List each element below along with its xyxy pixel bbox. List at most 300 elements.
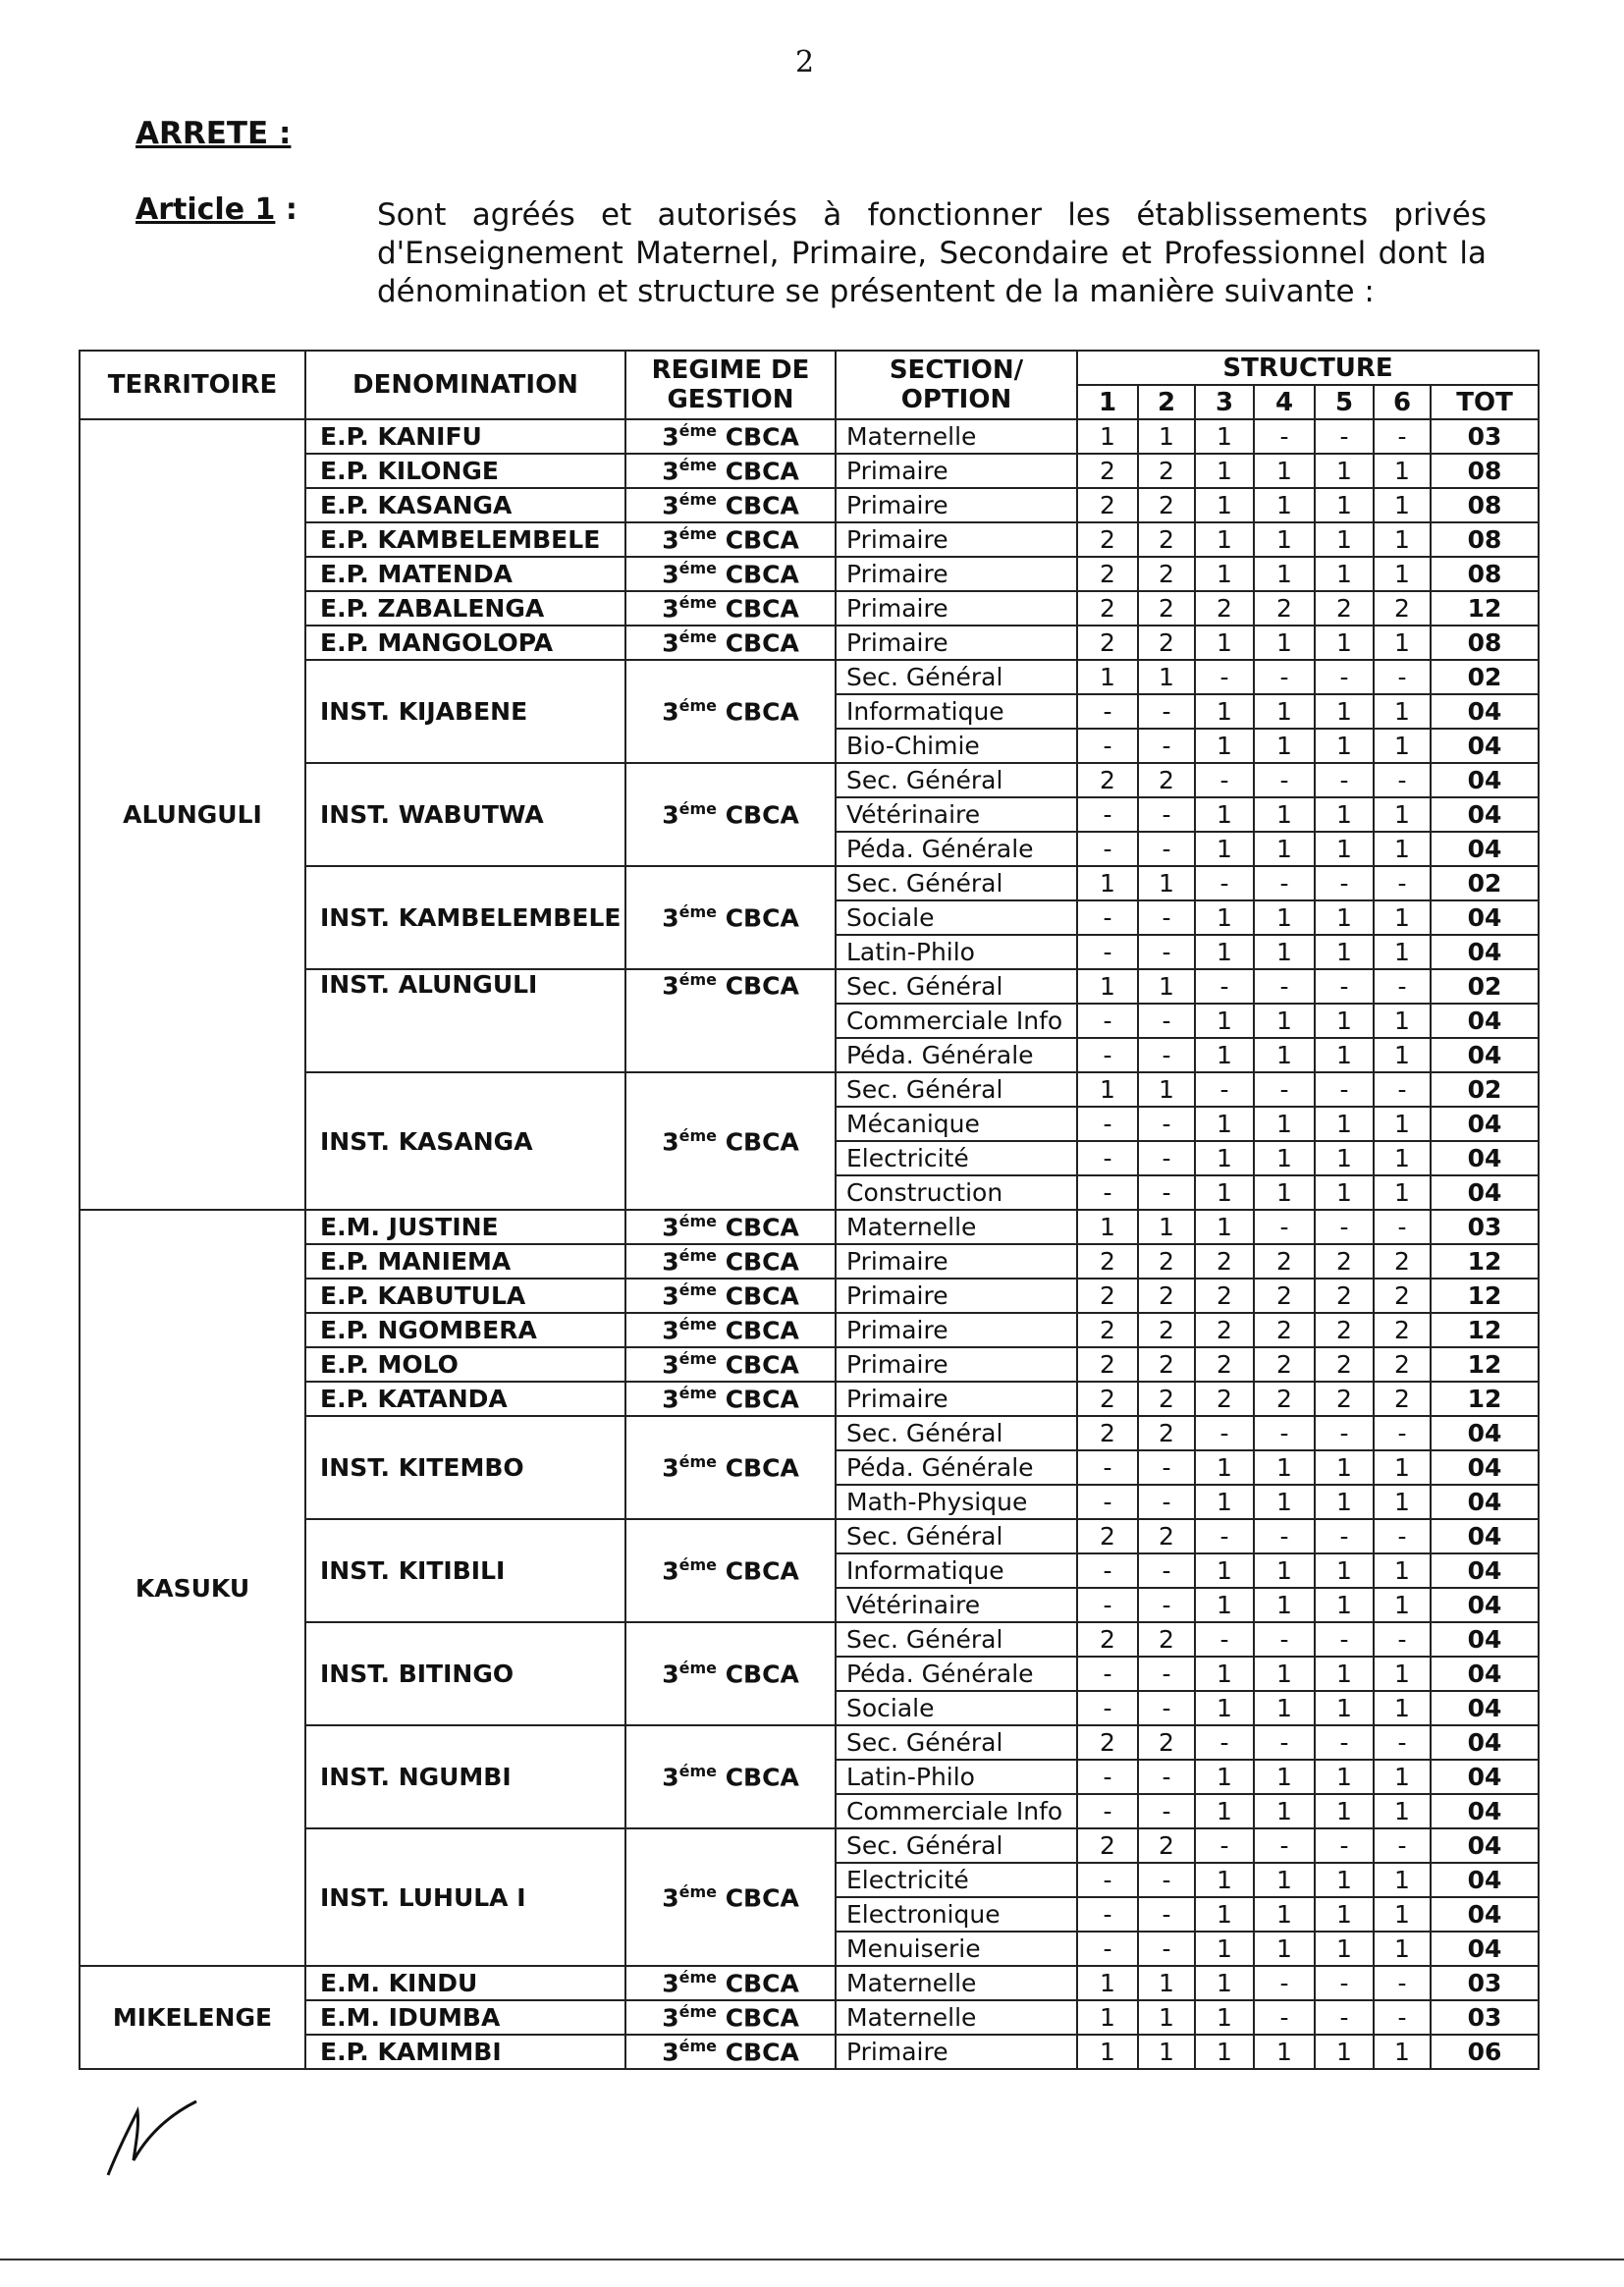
structure-cell: - — [1077, 694, 1138, 729]
regime-superscript: éme — [678, 524, 717, 544]
regime-superscript: éme — [678, 799, 717, 819]
total-cell: 08 — [1431, 454, 1539, 488]
section-cell: Sociale — [836, 900, 1077, 935]
structure-cell: 1 — [1374, 1588, 1431, 1622]
total-cell: 04 — [1431, 1141, 1539, 1175]
total-cell: 04 — [1431, 763, 1539, 797]
section-cell: Sec. Général — [836, 1622, 1077, 1657]
denomination-cell: INST. WABUTWA — [305, 763, 625, 866]
structure-cell: 2 — [1077, 522, 1138, 557]
total-cell: 12 — [1431, 1244, 1539, 1279]
header-regime: REGIME DE GESTION — [625, 351, 836, 419]
regime-cell: $3^{éme}$ CBCA — [625, 1244, 836, 1279]
structure-cell: 1 — [1077, 969, 1138, 1004]
regime-cell: $3^{éme}$ CBCA — [625, 1382, 836, 1416]
structure-cell: 1 — [1195, 729, 1254, 763]
structure-cell: 1 — [1138, 2035, 1195, 2069]
structure-cell: - — [1195, 866, 1254, 900]
denomination-cell: E.P. ZABALENGA — [305, 591, 625, 626]
structure-cell: 1 — [1254, 729, 1315, 763]
structure-cell: 1 — [1254, 832, 1315, 866]
structure-cell: 1 — [1374, 935, 1431, 969]
structure-cell: - — [1138, 935, 1195, 969]
structure-cell: 1 — [1374, 694, 1431, 729]
structure-cell: 1 — [1195, 454, 1254, 488]
structure-cell: - — [1138, 729, 1195, 763]
structure-cell: 2 — [1077, 1279, 1138, 1313]
structure-cell: 1 — [1315, 694, 1374, 729]
regime-superscript: éme — [678, 1555, 717, 1575]
structure-cell: 1 — [1315, 488, 1374, 522]
section-cell: Primaire — [836, 626, 1077, 660]
structure-cell: - — [1138, 1038, 1195, 1072]
regime-superscript: éme — [678, 902, 717, 922]
regime-superscript: éme — [678, 1349, 717, 1369]
section-cell: Sec. Général — [836, 1519, 1077, 1553]
structure-cell: - — [1077, 832, 1138, 866]
section-cell: Mécanique — [836, 1107, 1077, 1141]
structure-cell: 1 — [1374, 1450, 1431, 1485]
structure-cell: 2 — [1138, 454, 1195, 488]
structure-cell: - — [1138, 1932, 1195, 1966]
structure-cell: - — [1195, 1622, 1254, 1657]
structure-cell: 2 — [1077, 1244, 1138, 1279]
structure-cell: 1 — [1254, 488, 1315, 522]
structure-cell: 1 — [1195, 694, 1254, 729]
structure-cell: 1 — [1254, 1175, 1315, 1210]
section-cell: Menuiserie — [836, 1932, 1077, 1966]
structure-cell: - — [1254, 2000, 1315, 2035]
structure-cell: 1 — [1374, 1141, 1431, 1175]
denomination-cell: E.M. JUSTINE — [305, 1210, 625, 1244]
structure-cell: 1 — [1254, 1450, 1315, 1485]
section-cell: Sec. Général — [836, 660, 1077, 694]
structure-cell: 1 — [1374, 1553, 1431, 1588]
regime-superscript: éme — [678, 593, 717, 613]
structure-cell: 1 — [1195, 1932, 1254, 1966]
structure-cell: 2 — [1374, 1279, 1431, 1313]
structure-cell: 1 — [1374, 454, 1431, 488]
structure-cell: 2 — [1374, 1347, 1431, 1382]
regime-cell: $3^{éme}$ CBCA — [625, 1828, 836, 1966]
total-cell: 04 — [1431, 1657, 1539, 1691]
structure-cell: 1 — [1254, 900, 1315, 935]
denomination-cell: E.M. IDUMBA — [305, 2000, 625, 2035]
total-cell: 04 — [1431, 900, 1539, 935]
structure-cell: 2 — [1077, 763, 1138, 797]
structure-cell: - — [1315, 1416, 1374, 1450]
structure-cell: - — [1315, 1725, 1374, 1760]
structure-cell: 2 — [1077, 454, 1138, 488]
structure-cell: - — [1138, 1657, 1195, 1691]
section-cell: Maternelle — [836, 1210, 1077, 1244]
structure-cell: - — [1374, 969, 1431, 1004]
structure-cell: 1 — [1374, 1897, 1431, 1932]
structure-cell: 1 — [1374, 1863, 1431, 1897]
structure-cell: 1 — [1315, 1175, 1374, 1210]
structure-cell: 1 — [1315, 1038, 1374, 1072]
structure-cell: 1 — [1195, 1588, 1254, 1622]
structure-cell: 1 — [1195, 1897, 1254, 1932]
structure-cell: 2 — [1138, 488, 1195, 522]
structure-cell: 1 — [1315, 935, 1374, 969]
structure-cell: 1 — [1195, 1760, 1254, 1794]
structure-cell: 1 — [1195, 1175, 1254, 1210]
structure-cell: 1 — [1195, 1450, 1254, 1485]
denomination-cell: E.P. KANIFU — [305, 419, 625, 454]
structure-cell: 1 — [1195, 1485, 1254, 1519]
structure-cell: - — [1077, 935, 1138, 969]
structure-cell: 1 — [1254, 522, 1315, 557]
structure-cell: 1 — [1195, 557, 1254, 591]
structure-cell: 1 — [1195, 1107, 1254, 1141]
structure-cell: 2 — [1195, 1382, 1254, 1416]
structure-cell: 1 — [1254, 626, 1315, 660]
regime-cell: $3^{éme}$ CBCA — [625, 2000, 836, 2035]
regime-superscript: éme — [678, 970, 717, 989]
denomination-cell: INST. KIJABENE — [305, 660, 625, 763]
structure-cell: - — [1077, 1588, 1138, 1622]
total-cell: 06 — [1431, 2035, 1539, 2069]
structure-cell: 1 — [1195, 2035, 1254, 2069]
structure-cell: 2 — [1077, 488, 1138, 522]
section-cell: Primaire — [836, 522, 1077, 557]
structure-cell: 1 — [1315, 1141, 1374, 1175]
structure-cell: 1 — [1077, 419, 1138, 454]
structure-cell: 1 — [1077, 2035, 1138, 2069]
structure-cell: - — [1195, 1072, 1254, 1107]
structure-cell: 1 — [1374, 1107, 1431, 1141]
structure-cell: 2 — [1254, 1382, 1315, 1416]
structure-cell: - — [1315, 763, 1374, 797]
section-cell: Primaire — [836, 1244, 1077, 1279]
structure-cell: 1 — [1315, 2035, 1374, 2069]
regime-superscript: éme — [678, 1762, 717, 1781]
header-territoire: TERRITOIRE — [80, 351, 305, 419]
section-cell: Sec. Général — [836, 1416, 1077, 1450]
structure-cell: - — [1195, 763, 1254, 797]
total-cell: 04 — [1431, 935, 1539, 969]
regime-cell: $3^{éme}$ CBCA — [625, 1725, 836, 1828]
denomination-cell: INST. BITINGO — [305, 1622, 625, 1725]
schools-table — [79, 350, 1540, 2070]
structure-cell: 2 — [1138, 1244, 1195, 1279]
structure-cell: 1 — [1138, 419, 1195, 454]
section-cell: Math-Physique — [836, 1485, 1077, 1519]
structure-cell: 1 — [1195, 832, 1254, 866]
structure-cell: 2 — [1077, 1347, 1138, 1382]
section-cell: Commerciale Info — [836, 1794, 1077, 1828]
regime-superscript: éme — [678, 1659, 717, 1678]
header-col-5: 5 — [1315, 385, 1374, 419]
total-cell: 08 — [1431, 488, 1539, 522]
regime-superscript: éme — [678, 2002, 717, 2022]
territory-cell: KASUKU — [80, 1210, 305, 1966]
structure-cell: 1 — [1315, 1485, 1374, 1519]
structure-cell: - — [1374, 2000, 1431, 2035]
structure-cell: 1 — [1195, 488, 1254, 522]
structure-cell: - — [1077, 729, 1138, 763]
section-cell: Péda. Générale — [836, 1038, 1077, 1072]
structure-cell: - — [1077, 1450, 1138, 1485]
structure-cell: 1 — [1254, 1932, 1315, 1966]
structure-cell: - — [1138, 1760, 1195, 1794]
structure-cell: 2 — [1195, 1313, 1254, 1347]
structure-cell: 1 — [1374, 522, 1431, 557]
total-cell: 02 — [1431, 660, 1539, 694]
section-cell: Sec. Général — [836, 866, 1077, 900]
structure-cell: 2 — [1254, 591, 1315, 626]
section-cell: Maternelle — [836, 1966, 1077, 2000]
structure-cell: 1 — [1315, 900, 1374, 935]
structure-cell: 2 — [1138, 626, 1195, 660]
structure-cell: 1 — [1195, 626, 1254, 660]
section-cell: Latin-Philo — [836, 1760, 1077, 1794]
structure-cell: - — [1315, 1966, 1374, 2000]
structure-cell: 2 — [1077, 1622, 1138, 1657]
structure-cell: 1 — [1374, 1691, 1431, 1725]
structure-cell: 2 — [1077, 1382, 1138, 1416]
denomination-cell: E.P. KABUTULA — [305, 1279, 625, 1313]
structure-cell: 1 — [1374, 626, 1431, 660]
structure-cell: - — [1315, 660, 1374, 694]
structure-cell: - — [1138, 1141, 1195, 1175]
structure-cell: - — [1195, 1519, 1254, 1553]
structure-cell: 2 — [1077, 1725, 1138, 1760]
structure-cell: 1 — [1138, 1072, 1195, 1107]
structure-cell: 1 — [1195, 1863, 1254, 1897]
structure-cell: - — [1138, 1897, 1195, 1932]
structure-cell: 1 — [1374, 2035, 1431, 2069]
structure-cell: 1 — [1254, 1485, 1315, 1519]
structure-cell: - — [1374, 1725, 1431, 1760]
structure-cell: 1 — [1254, 1004, 1315, 1038]
total-cell: 04 — [1431, 1004, 1539, 1038]
structure-cell: - — [1374, 1519, 1431, 1553]
total-cell: 04 — [1431, 1794, 1539, 1828]
regime-cell: $3^{éme}$ CBCA — [625, 1072, 836, 1210]
section-cell: Péda. Générale — [836, 1450, 1077, 1485]
structure-cell: - — [1138, 1794, 1195, 1828]
total-cell: 08 — [1431, 522, 1539, 557]
section-cell: Péda. Générale — [836, 832, 1077, 866]
structure-cell: 1 — [1315, 1691, 1374, 1725]
structure-cell: 1 — [1374, 1004, 1431, 1038]
regime-superscript: éme — [678, 456, 717, 475]
regime-cell: $3^{éme}$ CBCA — [625, 1210, 836, 1244]
denomination-cell: E.P. MANIEMA — [305, 1244, 625, 1279]
structure-cell: 1 — [1138, 969, 1195, 1004]
total-cell: 04 — [1431, 1725, 1539, 1760]
section-cell: Primaire — [836, 1313, 1077, 1347]
structure-cell: 1 — [1315, 729, 1374, 763]
total-cell: 04 — [1431, 1553, 1539, 1588]
denomination-cell: INST. KASANGA — [305, 1072, 625, 1210]
structure-cell: 1 — [1315, 1932, 1374, 1966]
structure-cell: 1 — [1374, 557, 1431, 591]
structure-cell: 1 — [1195, 2000, 1254, 2035]
denomination-cell: INST. KITEMBO — [305, 1416, 625, 1519]
total-cell: 08 — [1431, 557, 1539, 591]
structure-cell: 2 — [1138, 1382, 1195, 1416]
section-cell: Informatique — [836, 694, 1077, 729]
structure-cell: 2 — [1254, 1313, 1315, 1347]
structure-cell: - — [1315, 1828, 1374, 1863]
structure-cell: - — [1077, 1760, 1138, 1794]
structure-cell: 1 — [1315, 1863, 1374, 1897]
regime-cell: $3^{éme}$ CBCA — [625, 1416, 836, 1519]
structure-cell: 1 — [1077, 1210, 1138, 1244]
denomination-cell: INST. NGUMBI — [305, 1725, 625, 1828]
structure-cell: 1 — [1254, 1657, 1315, 1691]
regime-superscript: éme — [678, 1315, 717, 1334]
structure-cell: - — [1077, 797, 1138, 832]
structure-cell: 2 — [1315, 1347, 1374, 1382]
structure-cell: - — [1374, 1966, 1431, 2000]
structure-cell: - — [1254, 1622, 1315, 1657]
structure-cell: 1 — [1254, 1553, 1315, 1588]
regime-cell: $3^{éme}$ CBCA — [625, 557, 836, 591]
regime-cell: $3^{éme}$ CBCA — [625, 1519, 836, 1622]
structure-cell: - — [1138, 832, 1195, 866]
regime-superscript: éme — [678, 696, 717, 716]
article-label — [135, 192, 298, 227]
structure-cell: 2 — [1315, 1244, 1374, 1279]
territory-cell: MIKELENGE — [80, 1966, 305, 2069]
structure-cell: 1 — [1254, 935, 1315, 969]
regime-superscript: éme — [678, 421, 717, 441]
structure-cell: - — [1138, 1553, 1195, 1588]
regime-cell: $3^{éme}$ CBCA — [625, 660, 836, 763]
structure-cell: 1 — [1315, 1760, 1374, 1794]
regime-cell: $3^{éme}$ CBCA — [625, 591, 836, 626]
structure-cell: - — [1374, 1416, 1431, 1450]
structure-cell: 2 — [1138, 1347, 1195, 1382]
structure-cell: 1 — [1315, 626, 1374, 660]
structure-cell: 2 — [1254, 1244, 1315, 1279]
regime-superscript: éme — [678, 490, 717, 510]
structure-cell: 2 — [1374, 591, 1431, 626]
structure-cell: 2 — [1315, 1382, 1374, 1416]
structure-cell: - — [1195, 1416, 1254, 1450]
structure-cell: 1 — [1138, 866, 1195, 900]
structure-cell: 1 — [1254, 1691, 1315, 1725]
structure-cell: 1 — [1195, 1657, 1254, 1691]
structure-cell: 1 — [1374, 1932, 1431, 1966]
structure-cell: 2 — [1315, 1279, 1374, 1313]
structure-cell: 1 — [1374, 900, 1431, 935]
total-cell: 04 — [1431, 832, 1539, 866]
table-row — [80, 419, 1539, 454]
structure-cell: - — [1138, 1863, 1195, 1897]
structure-cell: 1 — [1195, 1141, 1254, 1175]
structure-cell: 2 — [1138, 1313, 1195, 1347]
structure-cell: - — [1254, 969, 1315, 1004]
structure-cell: 1 — [1138, 2000, 1195, 2035]
denomination-cell: INST. LUHULA I — [305, 1828, 625, 1966]
structure-cell: - — [1077, 1004, 1138, 1038]
total-cell: 12 — [1431, 1279, 1539, 1313]
section-cell: Primaire — [836, 557, 1077, 591]
regime-cell: $3^{éme}$ CBCA — [625, 626, 836, 660]
section-cell: Sociale — [836, 1691, 1077, 1725]
denomination-cell: E.P. KASANGA — [305, 488, 625, 522]
structure-cell: - — [1077, 1863, 1138, 1897]
header-col-tot: TOT — [1431, 385, 1539, 419]
structure-cell: 1 — [1254, 1794, 1315, 1828]
structure-cell: - — [1077, 1553, 1138, 1588]
structure-cell: 1 — [1254, 1863, 1315, 1897]
header-section: SECTION/ OPTION — [836, 351, 1077, 419]
regime-superscript: éme — [678, 1881, 717, 1901]
regime-superscript: éme — [678, 1384, 717, 1403]
denomination-cell: E.M. KINDU — [305, 1966, 625, 2000]
structure-cell: - — [1254, 1210, 1315, 1244]
denomination-cell: INST. ALUNGULI — [305, 969, 625, 1072]
regime-superscript: éme — [678, 627, 717, 647]
structure-cell: - — [1254, 1828, 1315, 1863]
structure-cell: - — [1374, 866, 1431, 900]
structure-cell: 1 — [1374, 1657, 1431, 1691]
structure-cell: - — [1138, 900, 1195, 935]
structure-cell: 1 — [1315, 1107, 1374, 1141]
header-denomination: DENOMINATION — [305, 351, 625, 419]
structure-cell: - — [1254, 1416, 1315, 1450]
structure-cell: - — [1254, 1072, 1315, 1107]
structure-cell: - — [1374, 1622, 1431, 1657]
section-cell: Péda. Générale — [836, 1657, 1077, 1691]
structure-cell: - — [1374, 763, 1431, 797]
total-cell: 08 — [1431, 626, 1539, 660]
structure-cell: 1 — [1195, 797, 1254, 832]
structure-cell: 2 — [1315, 1313, 1374, 1347]
regime-cell: $3^{éme}$ CBCA — [625, 1622, 836, 1725]
structure-cell: 1 — [1254, 1141, 1315, 1175]
denomination-cell: E.P. NGOMBERA — [305, 1313, 625, 1347]
section-cell: Sec. Général — [836, 1828, 1077, 1863]
section-cell: Maternelle — [836, 419, 1077, 454]
structure-cell: - — [1138, 694, 1195, 729]
total-cell: 04 — [1431, 1897, 1539, 1932]
structure-cell: - — [1138, 797, 1195, 832]
structure-cell: 1 — [1195, 522, 1254, 557]
structure-cell: 1 — [1315, 557, 1374, 591]
structure-cell: 2 — [1077, 1313, 1138, 1347]
regime-superscript: éme — [678, 1452, 717, 1472]
structure-cell: - — [1077, 1485, 1138, 1519]
structure-cell: - — [1138, 1485, 1195, 1519]
structure-cell: - — [1315, 1519, 1374, 1553]
total-cell: 04 — [1431, 1038, 1539, 1072]
total-cell: 04 — [1431, 729, 1539, 763]
structure-cell: 2 — [1077, 1416, 1138, 1450]
structure-cell: - — [1315, 419, 1374, 454]
structure-cell: 1 — [1138, 660, 1195, 694]
structure-cell: - — [1138, 1588, 1195, 1622]
structure-cell: 1 — [1315, 1553, 1374, 1588]
denomination-cell: E.P. KAMBELEMBELE — [305, 522, 625, 557]
structure-cell: - — [1374, 660, 1431, 694]
header-structure: STRUCTURE — [1077, 351, 1539, 385]
structure-cell: 1 — [1315, 1657, 1374, 1691]
structure-cell: 2 — [1138, 763, 1195, 797]
structure-cell: - — [1374, 1210, 1431, 1244]
section-cell: Primaire — [836, 1279, 1077, 1313]
header-col-3: 3 — [1195, 385, 1254, 419]
structure-cell: 2 — [1195, 1279, 1254, 1313]
regime-superscript: éme — [678, 559, 717, 578]
structure-cell: - — [1138, 1004, 1195, 1038]
